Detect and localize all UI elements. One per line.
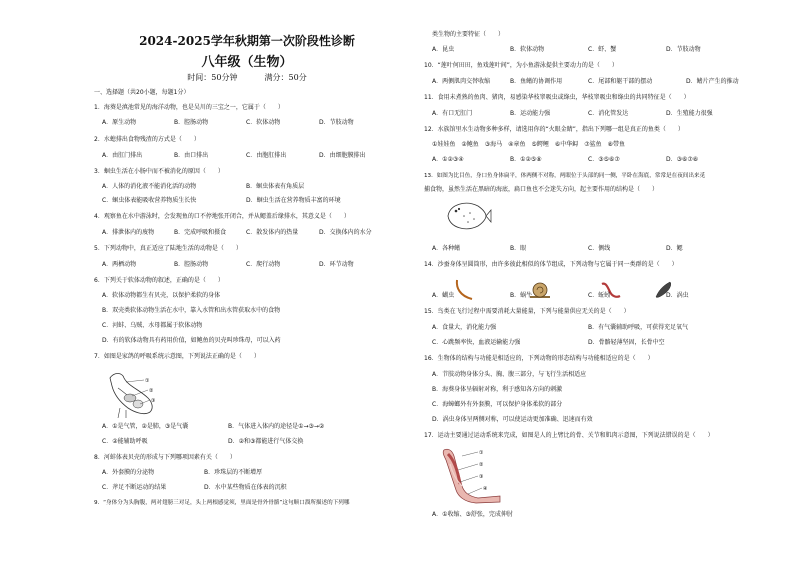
q11-option-b: B．运动能力强 xyxy=(510,110,551,117)
q7-option-a: A．①是气管，②是肺，③是气囊 xyxy=(102,423,189,430)
q4-option-a: A．排泄体内的废物 xyxy=(102,229,155,236)
q14-option-a: A．蝴虫 xyxy=(432,292,455,299)
q5-option-d: D．环节动物 xyxy=(319,261,354,268)
q12-option-c: C．③⑤⑥⑦ xyxy=(588,156,620,163)
q9-stem-tail: 类生物的主要特征（ ） xyxy=(432,31,505,38)
q2-stem: 2．水螅排出食物残渣的方式是（ ） xyxy=(94,136,200,143)
q10-option-a: A．两侧肌肉交替收缩 xyxy=(432,78,491,85)
q12-option-a: A．①②③④ xyxy=(432,156,464,163)
q7-label-1: ① xyxy=(145,378,150,384)
q8-option-b: B．珍珠层的不断增厚 xyxy=(204,469,263,476)
arm-muscle-figure xyxy=(438,446,504,504)
q11-option-d: D．生殖能力很强 xyxy=(666,110,713,117)
q12-items: ①娃娃鱼 ②鲍鱼 ③海马 ④章鱼 ⑤鳄鲤 ⑥中华鲟 ⑦鲨鱼 ⑧带鱼 xyxy=(432,141,626,148)
q17-label-2: ② xyxy=(479,462,484,468)
q2-option-b: B．由口排出 xyxy=(174,152,209,159)
q3-option-a: A．人体的消化液不能消化活的动物 xyxy=(102,183,197,190)
q9-option-a: A．昆虫 xyxy=(432,46,455,53)
q10-option-c: C．尾部和躯干部的摆动 xyxy=(588,78,653,85)
q3-option-d: D．蛔虫生活在营养物质丰富的环境 xyxy=(246,197,341,204)
q6-option-b: B．双壳类软体动物生活在水中，靠入水管和出水管获取水中的食物 xyxy=(102,307,281,314)
q6-stem: 6．下列关于软体动物的叙述，正确的是（ ） xyxy=(94,277,224,284)
q7-option-b: B．气体进入体内的途径是①→③→② xyxy=(228,423,325,430)
q15-option-a: A．食量大，消化能力强 xyxy=(432,324,497,331)
exam-subject: 八年级（生物） xyxy=(201,55,293,70)
q5-option-b: B．腔肠动物 xyxy=(174,261,209,268)
q6-option-d: D．有的软体动物具有药用价值，如鲍鱼的贝壳叫珍珠母，可以入药 xyxy=(102,337,281,344)
q4-option-c: C．散发体内的热量 xyxy=(246,229,299,236)
q16-option-d: D．涡虫身体呈两侧对称，可以使运动更加准确、迅速而有效 xyxy=(432,416,593,423)
q7-option-c: C．②能辅助呼吸 xyxy=(102,438,148,445)
q16-stem: 16．生物体的结构与功能是相适应的，下列动物的形态结构与功能相适应的是（ ） xyxy=(424,355,654,362)
q7-option-d: D．②和③都能进行气体交换 xyxy=(228,438,304,445)
q1-option-d: D．节肢动物 xyxy=(319,119,354,126)
q13-option-d: D．鳃 xyxy=(666,245,683,252)
q4-stem: 4．观察鱼在水中游泳时，会发现鱼的口不停地张开闭合，并从鳃盖后缘排水，其意义是（ ） xyxy=(94,213,350,220)
q13-stem: 13．如图为比目鱼，身口鱼身体扁平，体两侧不对称，两眼位于头部的同一侧，平卧在海底，常常是在夜间出来觅 xyxy=(424,173,706,179)
q13-option-a: A．各种鳍 xyxy=(432,245,461,252)
q12-option-d: D．③⑥⑦⑧ xyxy=(666,156,699,163)
q1-option-a: A．原生动物 xyxy=(102,119,137,126)
q1-option-b: B．腔肠动物 xyxy=(174,119,209,126)
q12-option-b: B．①②⑤⑧ xyxy=(510,156,542,163)
q14-stem: 14．沙蚕身体呈圆筒形，由许多彼此相似的体节组成，下列动物与它属于同一类群的是（ ） xyxy=(424,261,678,268)
q1-option-c: C．软体动物 xyxy=(246,119,281,126)
q9-stem: 9．“身体分为头胸腹，两对翅膀三对足，头上两根感觉须，里面是骨外骨骼”这句顺口溜所描述的下列哪 xyxy=(94,500,350,506)
q8-option-c: C．斧足不断运动的结果 xyxy=(102,484,167,491)
q10-option-b: B．鱼鳍的协调作用 xyxy=(510,78,563,85)
q15-option-b: B．有气囊辅助呼吸，可获得充足氧气 xyxy=(588,324,689,331)
q9-option-b: B．软体动物 xyxy=(510,46,545,53)
q11-option-c: C．消化管发达 xyxy=(588,110,629,117)
q16-option-c: C．海蟑螂外有外套膜，可以保护身体柔软的部分 xyxy=(432,401,563,408)
score-label: 满分：50分 xyxy=(264,73,307,82)
q16-option-b: B．海葵身体呈辐射对称，利于感知各方向的刺激 xyxy=(432,386,563,393)
q13-option-c: C．侧线 xyxy=(588,245,611,252)
q14-option-d: D．涡虫 xyxy=(666,292,689,299)
q8-option-a: A．外套膜的分泌物 xyxy=(102,469,155,476)
q14-option-c: C．蚯蚓 xyxy=(588,292,611,299)
q3-stem: 3．蛔虫生活在小肠中而不被消化的原因（ ） xyxy=(94,168,224,175)
q13-stem-2: 捕食物，虽然生活在黑暗的海底，扁口鱼也不会迷失方向，起主要作用的结构是（ ） xyxy=(424,186,659,193)
q9-option-d: D．节肢动物 xyxy=(666,46,701,53)
q9-option-c: C．虾、蟹 xyxy=(588,46,617,53)
q1-stem: 1．海葵是滇池常见的海洋动物，也是吴川的三宝之一，它属于（ ） xyxy=(94,104,284,111)
q2-option-d: D．由细胞膜排出 xyxy=(319,152,366,159)
q12-stem: 12．水族馆里水生动物多种多样，请选用你的“火眼金睛”，指出下列哪一组是真正的鱼类（ ） xyxy=(424,126,684,133)
q17-label-3: ③ xyxy=(479,474,484,480)
roundworm-icon xyxy=(454,278,476,302)
q7-stem: 7．如图是家鸽的呼吸系统示意图，下列说法正确的是（ ） xyxy=(94,353,260,360)
q3-option-b: B．蛔虫体表有角质层 xyxy=(246,183,305,190)
q6-option-a: A．软体动物都生有贝壳，以保护柔软的身体 xyxy=(102,292,221,299)
q6-option-c: C．河蚌、乌贼、水母都属于软体动物 xyxy=(102,322,203,329)
q11-option-a: A．有口无肛门 xyxy=(432,110,473,117)
q16-option-a: A．节肢动物身体分头、胸、腹三部分，与飞行生活相适应 xyxy=(432,371,587,378)
q15-option-c: C．心跳频率快，血液运输能力强 xyxy=(432,339,521,346)
q5-stem: 5．下列动物中，真正适应了陆地生活的动物是（ ） xyxy=(94,245,242,252)
q4-option-d: D．交换体内的水分 xyxy=(319,229,372,236)
q2-option-a: A．由肛门排出 xyxy=(102,152,143,159)
q4-option-b: B．完成呼吸和摄食 xyxy=(174,229,227,236)
q13-option-b: B．眼 xyxy=(510,245,527,252)
section-heading: 一、选择题（共20小题，每题1分） xyxy=(94,89,190,96)
q15-option-d: D．骨骼轻薄坚固，长骨中空 xyxy=(588,339,665,346)
q10-stem: 10．“莲叶何田田，鱼戏莲叶间”，为小鱼游泳提供主要动力的是（ ） xyxy=(424,62,618,69)
q17-option-a: A．①收缩、③舒张，完成伸肘 xyxy=(432,511,513,518)
q8-stem: 8．河蚌体表贝壳的形成与下列哪项因素有关（ ） xyxy=(94,454,236,461)
exam-title: 2024-2025学年秋期第一次阶段性诊断 xyxy=(139,34,355,48)
q17-label-1: ① xyxy=(479,450,484,456)
q2-option-c: C．由胞肛排出 xyxy=(246,152,287,159)
q17-label-4: ④ xyxy=(483,486,488,492)
q11-stem: 11．食用未煮熟的鱼肉、猪肉，易感染华枝睾吸虫或绦虫，华枝睾吸虫和绦虫的共同特征是（ ） xyxy=(424,94,690,101)
q17-stem: 17．运动主要通过运动系统来完成，如图是人的上臂比的骨、关节和肌肉示意图，下列说法错误的是（ ） xyxy=(424,432,714,439)
q7-label-2: ② xyxy=(149,388,154,394)
q5-option-a: A．两栖动物 xyxy=(102,261,137,268)
q8-option-d: D．水中某些物质在体表的沉积 xyxy=(204,484,287,491)
time-label: 时间：50分钟 xyxy=(187,73,238,82)
q3-option-c: C．蛔虫体表能吸收营养物质生长快 xyxy=(102,197,197,204)
q14-option-b: B．蜗牛 xyxy=(510,292,533,299)
pigeon-respiratory-figure xyxy=(104,368,164,420)
q15-stem: 15．鸟类在飞行过程中需要消耗大量能量，下列与能量供应无关的是（ ） xyxy=(424,308,630,315)
q7-label-3: ③ xyxy=(151,398,156,404)
q5-option-c: C．爬行动物 xyxy=(246,261,281,268)
exam-time-score xyxy=(94,72,400,83)
flatfish-figure xyxy=(444,198,492,234)
q10-option-d: D．鳍片产生的推动 xyxy=(686,78,739,85)
